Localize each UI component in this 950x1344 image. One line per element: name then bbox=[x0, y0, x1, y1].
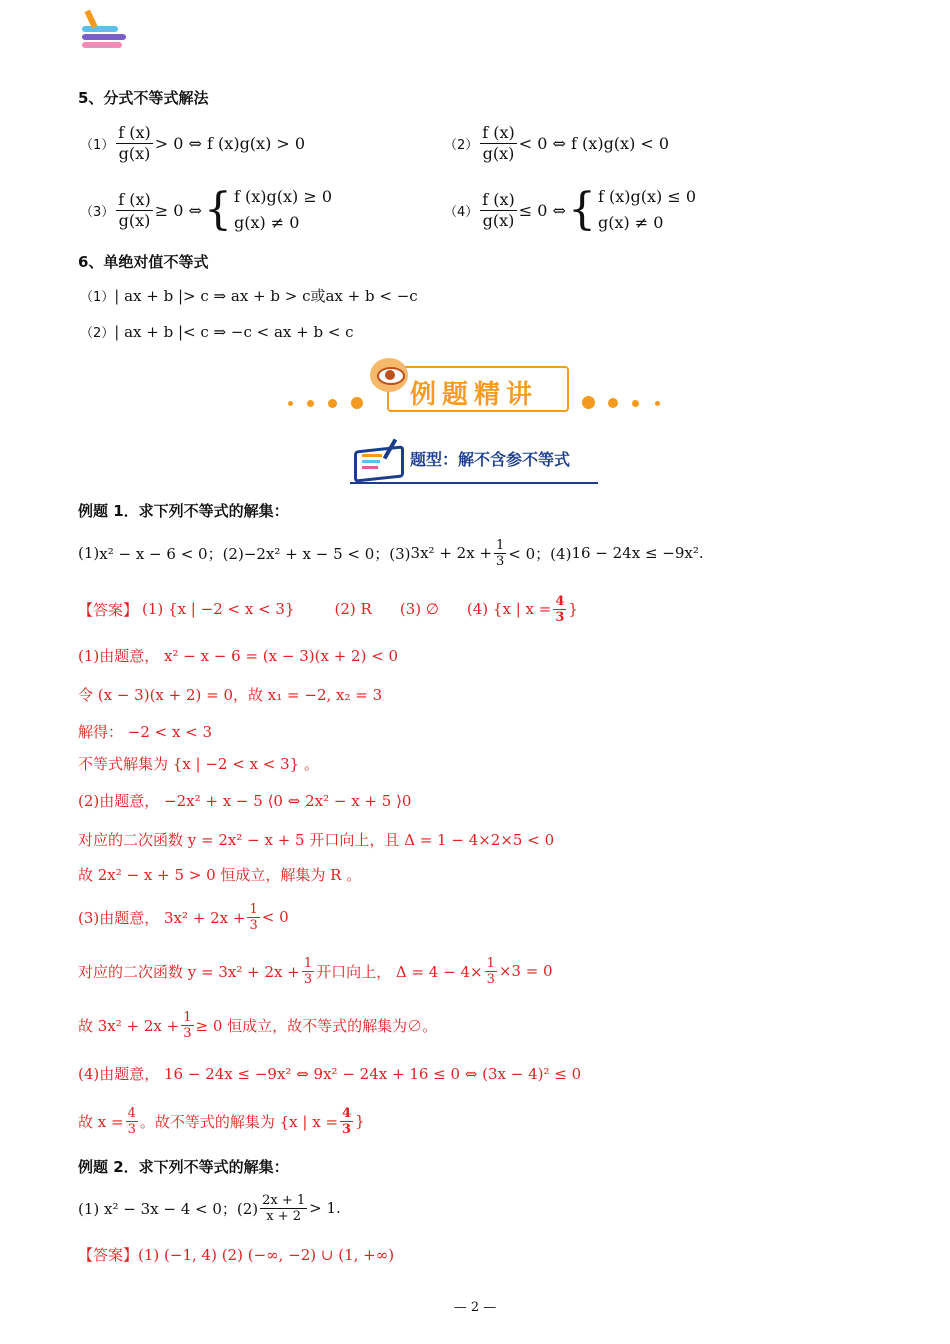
frac-rule-4: （4） $\frac{f (x)}{g(x)}$ ≤ 0 ⇔ { f (x)g(x) ≤ 0 g(x) ≠ 0 bbox=[444, 184, 696, 235]
solution-3-line-1: (3)由题意， 3x² + 2x + $\frac{1}{3}$ < 0 bbox=[78, 901, 289, 933]
solution-3-line-2: 对应的二次函数 y = 3x² + 2x + $\frac{1}{3}$ 开口向上， Δ = 4 − 4× $\frac{1}{3}$ ×3 = 0 bbox=[78, 955, 553, 987]
brace: { bbox=[203, 184, 232, 235]
example-1-question: (1) x² − x − 6 < 0；(2) −2x² + x − 5 < 0；(3) 3x² + 2x + $\frac{1}{3}$ < 0；(4) 16 − 24x ≤ −9x². bbox=[78, 537, 704, 569]
section-6-title: 6、单绝对值不等式 bbox=[78, 253, 209, 271]
brace: { bbox=[567, 184, 596, 235]
banner-title: 例题精讲 bbox=[410, 380, 539, 410]
solution-3-line-3: 故 3x² + 2x + $\frac{1}{3}$ ≥ 0 恒成立，故不等式的解集为∅。 bbox=[78, 1009, 438, 1041]
fraction: $\frac{f (x)}{g(x)}$ bbox=[482, 189, 515, 230]
solution-1-line-3: 解得： −2 < x < 3 bbox=[78, 723, 213, 741]
example-2-answer: 【答案】(1) (−1, 4) (2) (−∞, −2) ∪ (1, +∞) bbox=[78, 1246, 395, 1264]
example-2-question: (1) x² − 3x − 4 < 0；(2) $\frac{2x + 1}{x + 2}$ > 1. bbox=[78, 1192, 341, 1224]
abs-rule-1: （1）| ax + b |> c ⇒ ax + b > c或ax + b < −c bbox=[80, 287, 418, 305]
section-5-title: 5、分式不等式解法 bbox=[78, 89, 209, 107]
frac-rule-3: （3） $\frac{f (x)}{g(x)}$ ≥ 0 ⇔ { f (x)g(x) ≥ 0 g(x) ≠ 0 bbox=[80, 184, 332, 235]
fraction: $\frac{f (x)}{g(x)}$ bbox=[482, 122, 515, 163]
abs-rule-2: （2）| ax + b |< c ⇒ −c < ax + b < c bbox=[80, 323, 354, 341]
header-logo bbox=[78, 8, 128, 50]
solution-2-line-1: (2)由题意， −2x² + x − 5 ⟨0 ⇔ 2x² − x + 5 ⟩0 bbox=[78, 792, 412, 810]
solution-2-line-3: 故 2x² − x + 5 > 0 恒成立，解集为 R 。 bbox=[78, 866, 362, 884]
example-1-answer: 【答案】 (1) {x | −2 < x < 3} (2) R (3) ∅ (4) {x | x = $\frac{4}{3}$ } bbox=[78, 593, 578, 625]
divider bbox=[350, 482, 598, 484]
page-number: — 2 — bbox=[453, 1300, 497, 1315]
fraction: $\frac{f (x)}{g(x)}$ bbox=[118, 122, 151, 163]
solution-4-line-2: 故 x = $\frac{4}{3}$ 。故不等式的解集为 {x | x = $\frac{4}{3}$ } bbox=[78, 1105, 365, 1137]
solution-1-line-4: 不等式解集为 {x | −2 < x < 3} 。 bbox=[78, 755, 319, 773]
frac-rule-1: （1） $\frac{f (x)}{g(x)}$ > 0 ⇔ f (x)g(x) > 0 bbox=[80, 122, 306, 163]
example-2-title: 例题 2．求下列不等式的解集： bbox=[78, 1158, 289, 1176]
example-1-title: 例题 1．求下列不等式的解集： bbox=[78, 502, 289, 520]
frac-rule-2: （2） $\frac{f (x)}{g(x)}$ < 0 ⇔ f (x)g(x) < 0 bbox=[444, 122, 670, 163]
topic-title: 题型：解不含参不等式 bbox=[410, 450, 571, 469]
solution-4-line-1: (4)由题意， 16 − 24x ≤ −9x² ⇔ 9x² − 24x + 16 ≤ 0 ⇔ (3x − 4)² ≤ 0 bbox=[78, 1065, 582, 1083]
book-icon bbox=[352, 438, 402, 478]
solution-2-line-2: 对应的二次函数 y = 2x² − x + 5 开口向上，且 Δ = 1 − 4×2×5 < 0 bbox=[78, 831, 555, 849]
solution-1-line-2: 令 (x − 3)(x + 2) = 0，故 x₁ = −2, x₂ = 3 bbox=[78, 686, 383, 704]
system: f (x)g(x) ≤ 0 g(x) ≠ 0 bbox=[597, 187, 696, 232]
system: f (x)g(x) ≥ 0 g(x) ≠ 0 bbox=[233, 187, 332, 232]
solution-1-line-1: (1)由题意， x² − x − 6 = (x − 3)(x + 2) < 0 bbox=[78, 647, 399, 665]
eye-icon bbox=[370, 358, 408, 392]
fraction: $\frac{f (x)}{g(x)}$ bbox=[118, 189, 151, 230]
